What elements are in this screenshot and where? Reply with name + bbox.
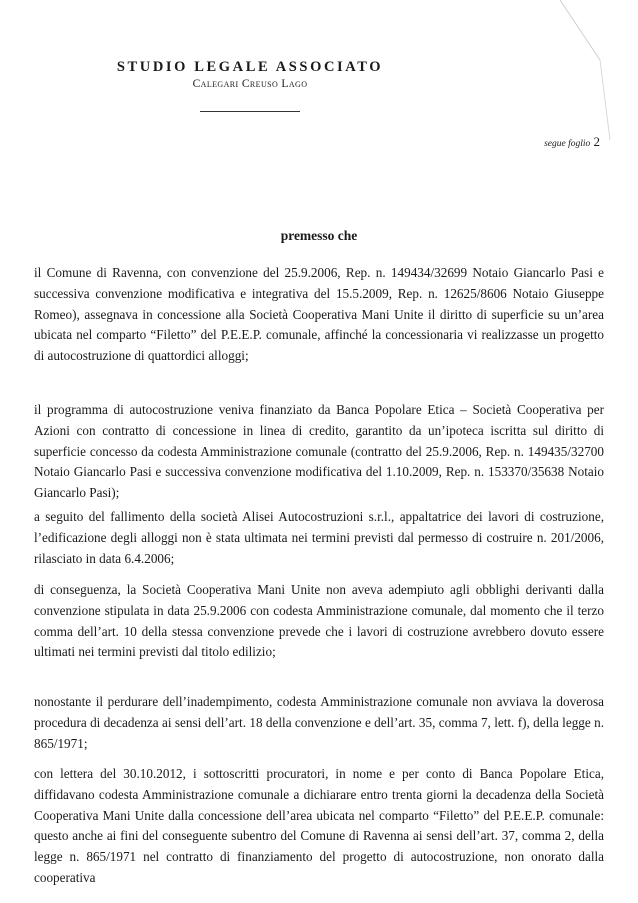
paragraph: di conseguenza, la Società Cooperativa Mani Unite non aveva adempiuto agli obblighi derivanti dalla convenzione stipulata in data 25.9.2006 con codesta Amministrazione comunale, dal momento che il terzo comma dell’art. 10 della stessa convenzione prevede che i lavori di costruzione avrebbero dovuto essere ultimati nei termini previsti dal titolo edilizio;: [34, 582, 604, 660]
paragraph: il Comune di Ravenna, con convenzione del 25.9.2006, Rep. n. 149434/32699 Notaio Giancarlo Pasi e successiva convenzione modificativa e integrativa del 15.5.2009, Rep. n. 12625/8606 Notaio Giuseppe Romeo), assegnava in concessione alla Società Cooperativa Mani Unite il diritto di superficie su un’area ubicata nel comparto “Filetto” del P.E.E.P. comunale, affinché la concessionaria vi realizzasse un progetto di autocostruzione di quattordici alloggi;: [34, 265, 604, 364]
firm-name: STUDIO LEGALE ASSOCIATO: [116, 59, 384, 75]
paragraph: con lettera del 30.10.2012, i sottoscritti procuratori, in nome e per conto di Banca Popolare Etica, diffidavano codesta Amministrazione comunale a dichiarare entro trenta giorni la decadenza della Società Cooperativa Mani Unite dalla concessione dell’area ubicata nel comparto “Filetto” del P.E.E.P. comunale: questo anche ai fini del conseguente subentro del Comune di Ravenna ai sensi dell’art. 37, comma 2, della legge n. 865/1971 nel contratto di finanziamento del progetto di autocostruzione, non onorato dalla cooperativa: [34, 766, 604, 885]
paragraph: il programma di autocostruzione veniva finanziato da Banca Popolare Etica – Società Cooperativa per Azioni con contratto di concessione in linea di credito, garantito da un’ipoteca iscritta sul diritto di superficie concesso da codesta Amministrazione comunale (contratto del 25.9.2006, Rep. n. 149435/32700 Notaio Giancarlo Pasi e successiva convenzione modificativa del 1.10.2009, Rep. n. 153370/35638 Notaio Giancarlo Pasi);: [34, 402, 604, 501]
firm-partners: Calegari Creuso Lago: [192, 78, 308, 90]
section-title: premesso che: [280, 228, 358, 243]
header-divider: [200, 111, 300, 112]
page-reference-number: 2: [593, 134, 600, 149]
paragraph: nonostante il perdurare dell’inadempimento, codesta Amministrazione comunale non avviava la doverosa procedura di decadenza ai sensi dell’art. 18 della convenzione e dell’art. 35, comma 7, lett. f), della legge n. 865/1971;: [34, 694, 604, 751]
page-reference: [544, 134, 600, 150]
page-reference-label: segue foglio: [544, 139, 591, 149]
paragraph: a seguito del fallimento della società Alisei Autocostruzioni s.r.l., appaltatrice dei lavori di costruzione, l’edificazione degli alloggi non è stata ultimata nei termini previsti dal permesso di costruire n. 201/2006, rilasciato in data 6.4.2006;: [34, 509, 604, 566]
